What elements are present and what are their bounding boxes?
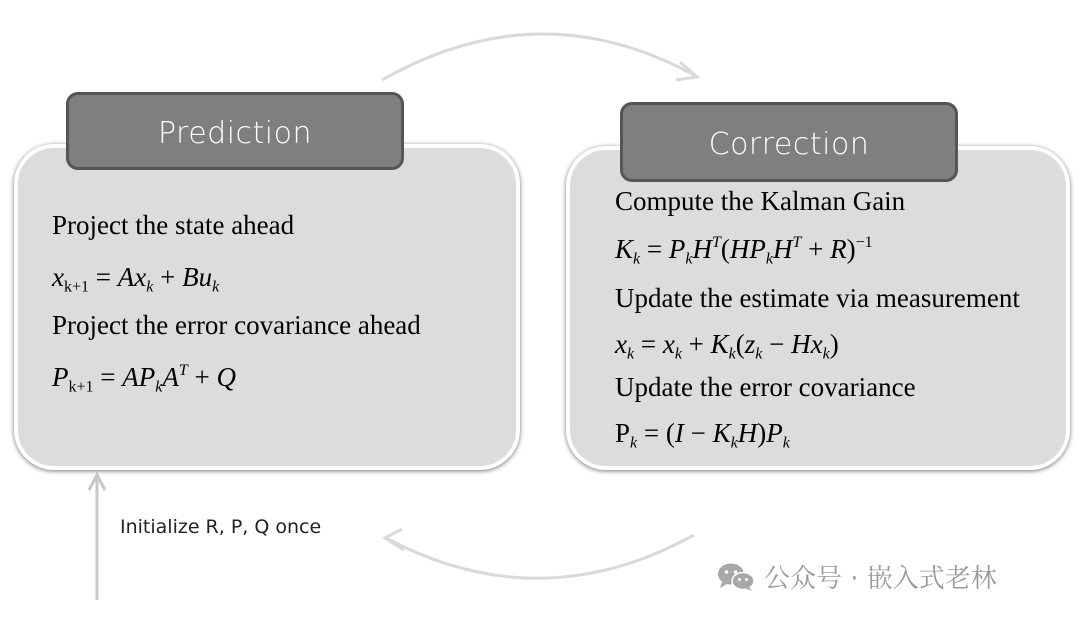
watermark (716, 558, 997, 595)
project-covariance-label: Project the error covariance ahead (52, 310, 421, 340)
kalman-gain-equation: $K_k = P_kH^T(HP_kH^T + R)^{-1}$ (615, 233, 873, 268)
top-cycle-arrow (382, 34, 696, 80)
correction-title: Correction (620, 102, 958, 182)
watermark-text: 公众号 · 嵌入式老林 (764, 564, 997, 594)
kalman-gain-label: Compute the Kalman Gain (615, 186, 906, 216)
prediction-title: Prediction (66, 92, 404, 170)
bottom-cycle-arrowhead (385, 529, 404, 550)
wechat-icon (716, 562, 756, 592)
estimate-equation: $x_k = x_k + K_k(z_k - Hx_k)$ (615, 329, 839, 363)
prediction-box (14, 144, 520, 470)
state-equation: $x_{k+1} = Ax_k + Bu_k$ (52, 262, 220, 296)
covariance-equation: $P_{k+1} = AP_kA^T + Q$ (52, 361, 237, 396)
update-estimate-label: Update the estimate via measurement (615, 283, 1020, 313)
bottom-cycle-arrow (386, 535, 694, 578)
project-state-label: Project the state ahead (52, 210, 295, 240)
update-covariance-label: Update the error covariance (615, 372, 916, 402)
initialize-label: Initialize R, P, Q once (120, 516, 322, 538)
covariance-update-equation: $P_k = (I - K_kH)P_k$ (615, 418, 790, 452)
